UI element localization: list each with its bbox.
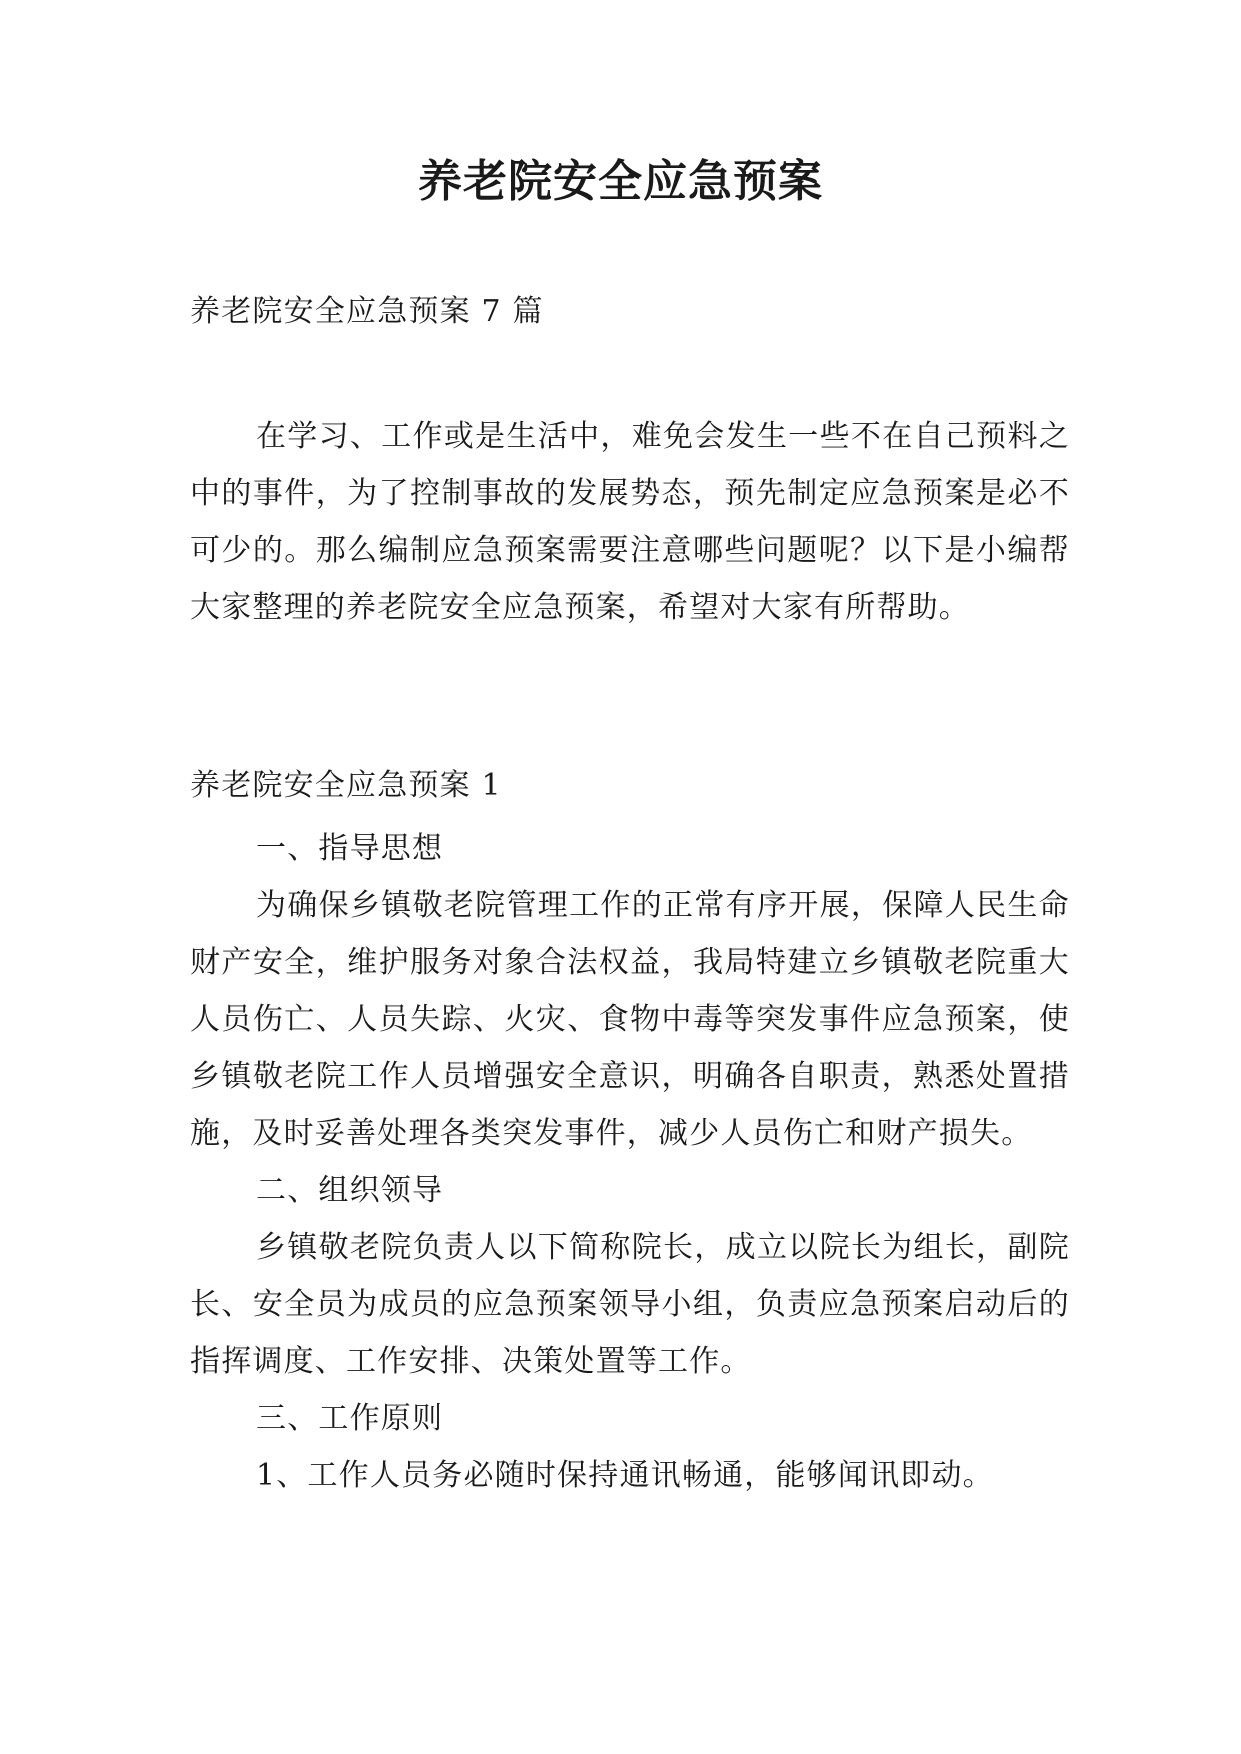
paragraph-guiding-ideology: 为确保乡镇敬老院管理工作的正常有序开展，保障人民生命财产安全，维护服务对象合法权益，我局特建立乡镇敬老院重大人员伤亡、人员失踪、火灾、食物中毒等突发事件应急预案，使乡镇敬老院工作人员增强安全意识，明确各自职责，熟悉处置措施，及时妥善处理各类突发事件，减少人员伤亡和财产损失。 bbox=[190, 888, 1070, 1151]
paragraph-organization-leadership: 乡镇敬老院负责人以下简称院长，成立以院长为组长，副院长、安全员为成员的应急预案领导小组，负责应急预案启动后的指挥调度、工作安排、决策处置等工作。 bbox=[190, 1230, 1070, 1379]
document-subtitle: 养老院安全应急预案 7 篇 bbox=[190, 294, 544, 329]
intro-paragraph: 在学习、工作或是生活中，难免会发生一些不在自己预料之中的事件，为了控制事故的发展势态，预先制定应急预案是必不可少的。那么编制应急预案需要注意哪些问题呢？以下是小编帮大家整理的养老院安全应急预案，希望对大家有所帮助。 bbox=[190, 419, 1070, 625]
heading-guiding-ideology: 一、指导思想 bbox=[256, 831, 444, 866]
section-title: 养老院安全应急预案 1 bbox=[190, 768, 502, 803]
document-title: 养老院安全应急预案 bbox=[418, 156, 823, 207]
section-body bbox=[190, 820, 1070, 1504]
heading-organization-leadership: 二、组织领导 bbox=[256, 1173, 444, 1208]
paragraph-work-principle-1: 1、工作人员务必随时保持通讯畅通，能够闻讯即动。 bbox=[256, 1458, 994, 1493]
heading-work-principles: 三、工作原则 bbox=[256, 1401, 444, 1436]
